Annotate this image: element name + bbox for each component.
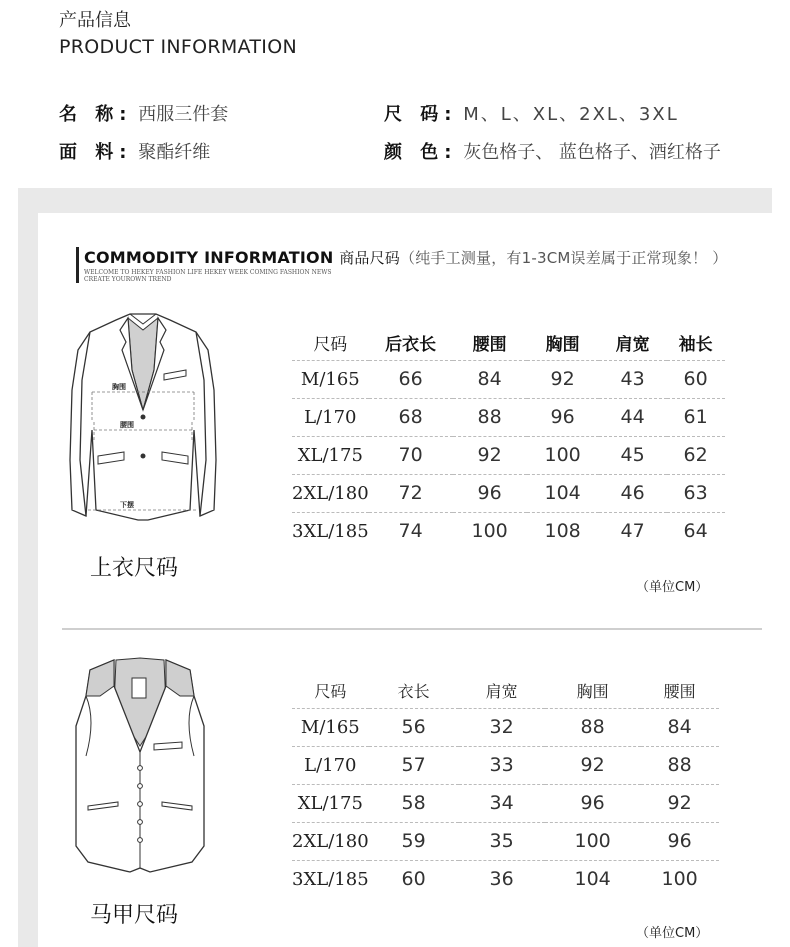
jacket-table-header bbox=[292, 326, 725, 360]
info-name-value: 西服三件套 bbox=[138, 104, 229, 125]
commodity-title-en: COMMODITY INFORMATION bbox=[84, 248, 334, 267]
commodity-tagline-1: WELCOME TO HEKEY FASHION LIFE HEKEY WEEK COMING FASHION NEWS bbox=[84, 269, 332, 276]
commodity-tagline-2: CREATE YOUROWN TREND bbox=[84, 276, 172, 283]
measure-cell: 62 bbox=[667, 436, 725, 474]
commodity-title bbox=[84, 247, 728, 268]
jacket-header-cell: 后衣长 bbox=[385, 335, 437, 356]
info-name-row bbox=[59, 96, 228, 134]
measure-cell: 46 bbox=[599, 474, 667, 512]
measure-cell: 64 bbox=[667, 512, 725, 550]
measure-cell: 56 bbox=[369, 708, 459, 746]
size-cell: 2XL/180 bbox=[292, 474, 369, 512]
measure-cell: 32 bbox=[459, 708, 545, 746]
measure-cell: 57 bbox=[369, 746, 459, 784]
jacket-size-label: 上衣尺码 bbox=[90, 556, 179, 581]
table-row bbox=[292, 398, 725, 436]
info-name-key: 名 称: bbox=[59, 104, 133, 125]
size-cell: L/170 bbox=[292, 746, 369, 784]
vest-illustration bbox=[70, 656, 210, 876]
measure-cell: 66 bbox=[369, 360, 453, 398]
measure-cell: 104 bbox=[545, 860, 641, 898]
table-row bbox=[292, 746, 719, 784]
measure-cell: 43 bbox=[599, 360, 667, 398]
vest-header-cell: 胸围 bbox=[576, 682, 609, 702]
measure-cell: 96 bbox=[527, 398, 599, 436]
measure-cell: 74 bbox=[369, 512, 453, 550]
measure-cell: 44 bbox=[599, 398, 667, 436]
table-row bbox=[292, 360, 725, 398]
jacket-hem-label: 下摆 bbox=[120, 501, 134, 509]
measure-cell: 96 bbox=[545, 784, 641, 822]
commodity-tagline bbox=[84, 269, 332, 283]
measure-cell: 96 bbox=[453, 474, 527, 512]
vest-table-header bbox=[292, 674, 719, 708]
vest-header-cell: 腰围 bbox=[663, 682, 696, 702]
measure-cell: 100 bbox=[545, 822, 641, 860]
size-cell: XL/175 bbox=[292, 436, 369, 474]
info-fabric-row bbox=[59, 134, 228, 172]
vest-icon bbox=[70, 656, 210, 876]
jacket-illustration bbox=[68, 310, 218, 525]
measure-cell: 96 bbox=[641, 822, 719, 860]
measure-cell: 92 bbox=[545, 746, 641, 784]
measure-cell: 68 bbox=[369, 398, 453, 436]
size-cell: XL/175 bbox=[292, 784, 369, 822]
info-size-row bbox=[384, 96, 721, 134]
measure-cell: 60 bbox=[369, 860, 459, 898]
info-color-value: 灰色格子、 蓝色格子、酒红格子 bbox=[463, 142, 721, 163]
table-row bbox=[292, 822, 719, 860]
measure-cell: 33 bbox=[459, 746, 545, 784]
info-right bbox=[384, 96, 721, 172]
measure-cell: 88 bbox=[641, 746, 719, 784]
measure-cell: 70 bbox=[369, 436, 453, 474]
measure-cell: 92 bbox=[527, 360, 599, 398]
measure-cell: 92 bbox=[453, 436, 527, 474]
measure-cell: 100 bbox=[641, 860, 719, 898]
measure-cell: 84 bbox=[453, 360, 527, 398]
table-row bbox=[292, 512, 725, 550]
measure-cell: 63 bbox=[667, 474, 725, 512]
jacket-header-cell: 胸围 bbox=[545, 335, 580, 356]
table-row bbox=[292, 708, 719, 746]
measure-cell: 59 bbox=[369, 822, 459, 860]
size-cell: 2XL/180 bbox=[292, 822, 369, 860]
jacket-waist-label: 腰围 bbox=[120, 421, 134, 429]
info-size-value: M、L、XL、2XL、3XL bbox=[463, 104, 679, 125]
measure-cell: 72 bbox=[369, 474, 453, 512]
vest-unit-note: （单位CM） bbox=[636, 926, 709, 941]
size-cell: M/165 bbox=[292, 708, 369, 746]
table-row bbox=[292, 436, 725, 474]
jacket-size-table bbox=[292, 326, 725, 550]
measure-cell: 108 bbox=[527, 512, 599, 550]
jacket-header-cell: 袖长 bbox=[678, 335, 713, 356]
measure-cell: 88 bbox=[545, 708, 641, 746]
measure-cell: 35 bbox=[459, 822, 545, 860]
measure-cell: 104 bbox=[527, 474, 599, 512]
jacket-header-cell: 肩宽 bbox=[615, 335, 650, 356]
measure-cell: 61 bbox=[667, 398, 725, 436]
measure-cell: 100 bbox=[453, 512, 527, 550]
commodity-title-cn: 商品尺码 bbox=[339, 249, 401, 267]
size-cell: M/165 bbox=[292, 360, 369, 398]
measure-cell: 84 bbox=[641, 708, 719, 746]
info-left bbox=[59, 96, 228, 172]
measure-cell: 45 bbox=[599, 436, 667, 474]
size-cell: 3XL/185 bbox=[292, 512, 369, 550]
table-row bbox=[292, 784, 719, 822]
vest-header-cell: 尺码 bbox=[314, 682, 347, 702]
info-color-row bbox=[384, 134, 721, 172]
measure-cell: 92 bbox=[641, 784, 719, 822]
measure-cell: 88 bbox=[453, 398, 527, 436]
jacket-icon bbox=[68, 310, 218, 525]
table-row bbox=[292, 860, 719, 898]
vest-header-cell: 肩宽 bbox=[485, 682, 518, 702]
jacket-unit-note: （单位CM） bbox=[636, 580, 709, 595]
vest-header-cell: 衣长 bbox=[397, 682, 430, 702]
vest-size-label: 马甲尺码 bbox=[90, 903, 179, 928]
measure-cell: 34 bbox=[459, 784, 545, 822]
header-title-en: PRODUCT INFORMATION bbox=[59, 36, 297, 58]
info-fabric-key: 面 料: bbox=[59, 142, 133, 163]
jacket-chest-label: 胸围 bbox=[112, 383, 126, 391]
info-color-key: 颜 色: bbox=[384, 142, 458, 163]
measure-cell: 100 bbox=[527, 436, 599, 474]
section-divider bbox=[62, 628, 762, 630]
jacket-header-cell: 腰围 bbox=[472, 335, 507, 356]
measure-cell: 58 bbox=[369, 784, 459, 822]
jacket-header-cell: 尺码 bbox=[313, 335, 348, 356]
measure-cell: 36 bbox=[459, 860, 545, 898]
info-fabric-value: 聚酯纤维 bbox=[138, 142, 211, 163]
page-header bbox=[59, 8, 297, 60]
header-title-cn: 产品信息 bbox=[59, 10, 131, 31]
commodity-note: （纯手工测量，有1-3CM误差属于正常现象！ ） bbox=[400, 249, 728, 267]
table-row bbox=[292, 474, 725, 512]
measure-cell: 60 bbox=[667, 360, 725, 398]
size-cell: 3XL/185 bbox=[292, 860, 369, 898]
measure-cell: 47 bbox=[599, 512, 667, 550]
size-cell: L/170 bbox=[292, 398, 369, 436]
heading-bar bbox=[76, 247, 79, 283]
vest-size-table bbox=[292, 674, 719, 898]
info-size-key: 尺 码: bbox=[384, 104, 458, 125]
